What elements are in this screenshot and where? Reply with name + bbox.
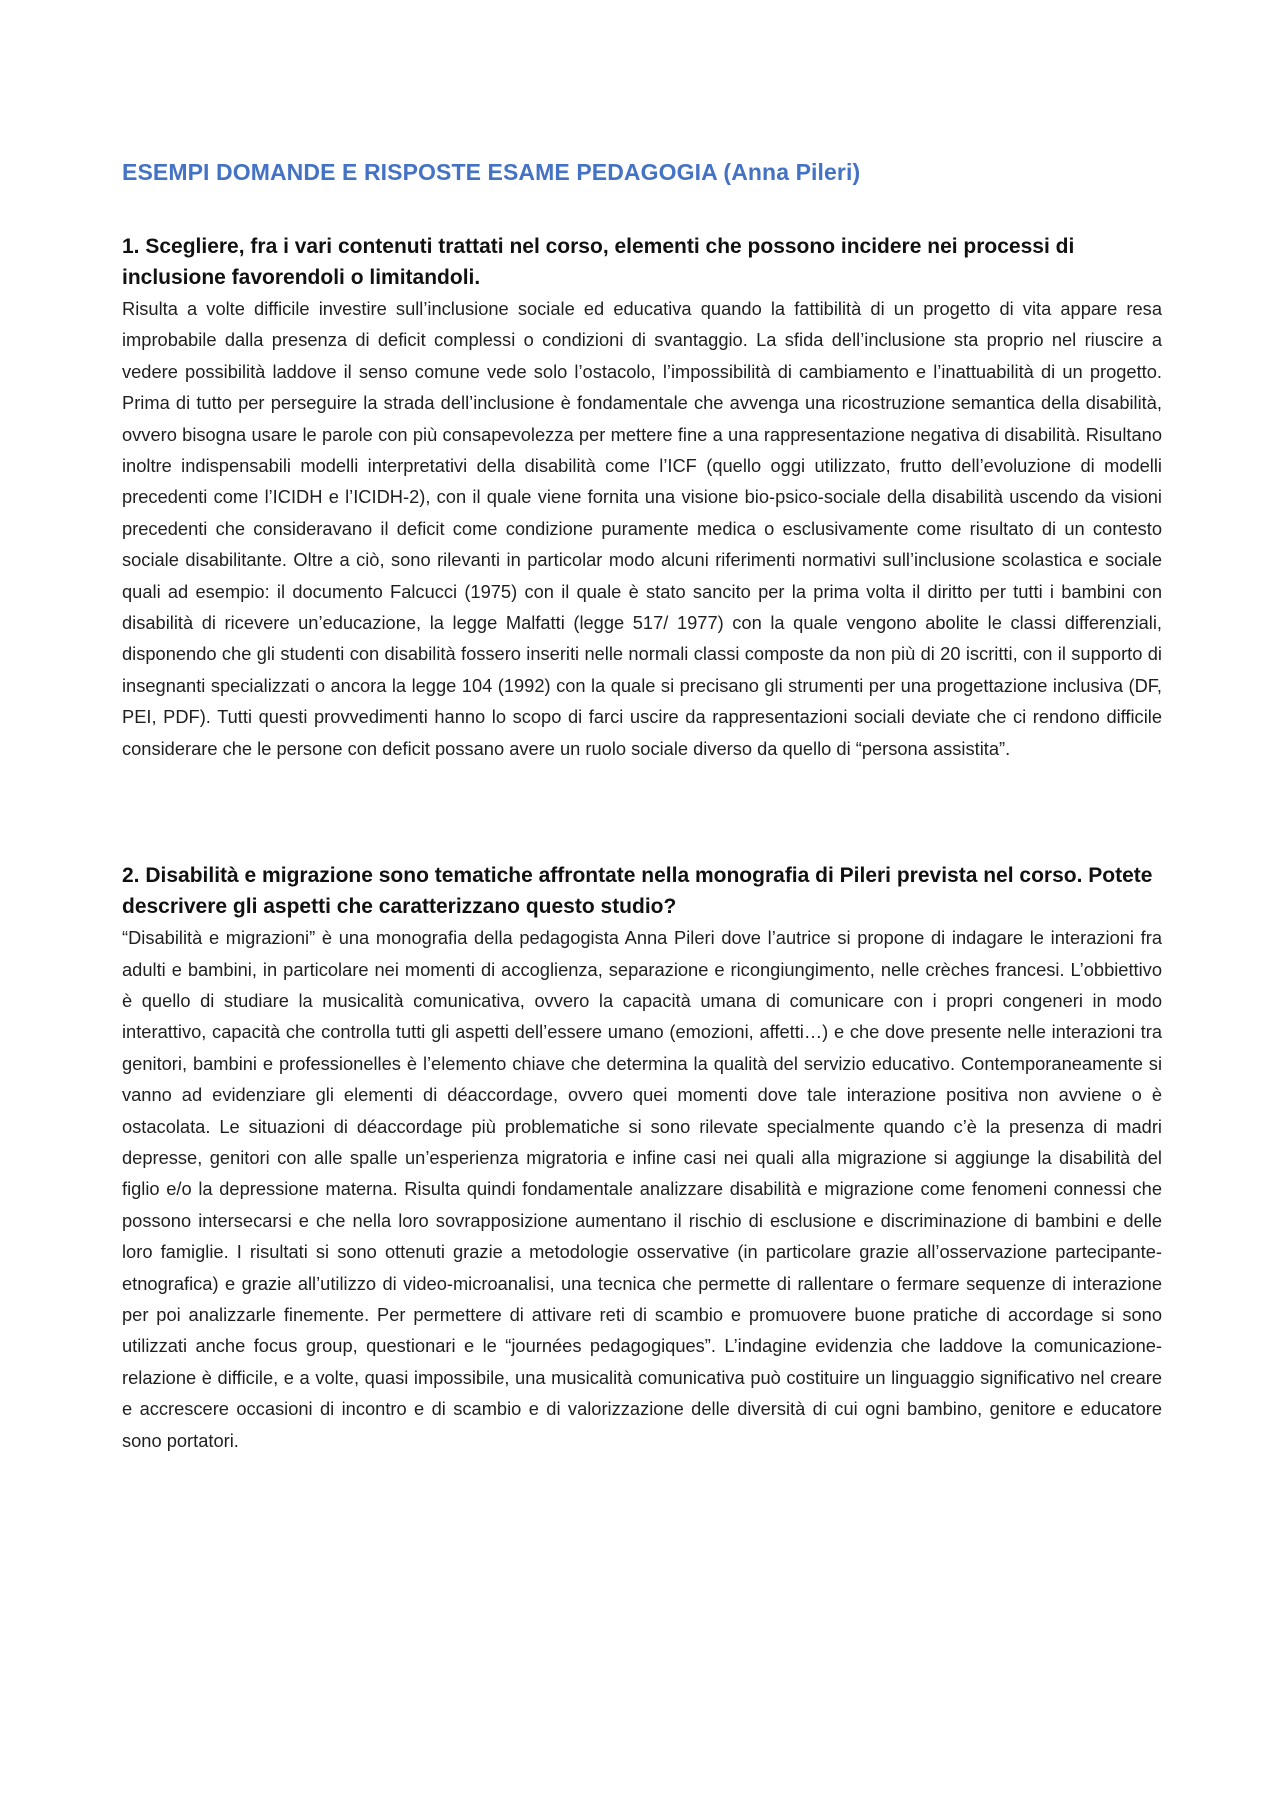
question-section-2 <box>122 860 1162 1456</box>
document-title: ESEMPI DOMANDE E RISPOSTE ESAME PEDAGOGIA (Anna Pileri) <box>122 159 861 185</box>
question-heading-2: 2. Disabilità e migrazione sono tematiche affrontate nella monografia di Pileri prevista nel corso. Potete descrivere gli aspetti che caratterizzano questo studio? <box>122 864 1153 919</box>
answer-paragraph-2: “Disabilità e migrazioni” è una monografia della pedagogista Anna Pileri dove l’autrice si propone di indagare le interazioni fra adulti e bambini, in particolare nei momenti di accoglienza, separazione e ricongiungimento, nelle crèches francesi. L’obbiettivo è quello di studiare la musicalità comunicativa, ovvero la capacità umana di comunicare con i propri congeneri in modo interattivo, capacità che controlla tutti gli aspetti dell’essere umano (emozioni, affetti…) e che dove presente nelle interazioni tra genitori, bambini e professionelles è l’elemento chiave che determina la qualità del servizio educativo. Contemporaneamente si vanno ad evidenziare gli elementi di déaccordage, ovvero quei momenti dove tale interazione positiva non avviene o è ostacolata. Le situazioni di déaccordage più problematiche si sono rilevate specialmente quando c’è la presenza di madri depresse, genitori con alle spalle un’esperienza migratoria e infine casi nei quali alla migrazione si aggiunge la disabilità del figlio e/o la depressione materna. Risulta quindi fondamentale analizzare disabilità e migrazione come fenomeni connessi che possono intersecarsi e che nella loro sovrapposizione aumentano il rischio di esclusione e discriminazione di bambini e delle loro famiglie. I risultati si sono ottenuti grazie a metodologie osservative (in particolare grazie all’osservazione partecipante-etnografica) e grazie all’utilizzo di video-microanalisi, una tecnica che permette di rallentare o fermare sequenze di interazione per poi analizzarle finemente. Per permettere di attivare reti di scambio e promuovere buone pratiche di accordage si sono utilizzati anche focus group, questionari e le “journées pedagogiques”. L’indagine evidenzia che laddove la comunicazione-relazione è difficile, e a volte, quasi impossibile, una musicalità comunicativa può costituire un linguaggio significativo nel creare e accrescere occasioni di incontro e di scambio e di valorizzazione delle diversità di cui ogni bambino, genitore e educatore sono portatori. <box>122 927 1162 1451</box>
question-section-1 <box>122 231 1162 764</box>
answer-paragraph-1: Risulta a volte difficile investire sull’inclusione sociale ed educativa quando la fattibilità di un progetto di vita appare resa improbabile dalla presenza di deficit complessi o condizioni di svantaggio. La sfida dell’inclusione sta proprio nel riuscire a vedere possibilità laddove il senso comune vede solo l’ostacolo, l’impossibilità di cambiamento e l’inattuabilità di un progetto. Prima di tutto per perseguire la strada dell’inclusione è fondamentale che avvenga una ricostruzione semantica della disabilità, ovvero bisogna usare le parole con più consapevolezza per mettere fine a una rappresentazione negativa di disabilità. Risultano inoltre indispensabili modelli interpretativi della disabilità come l’ICF (quello oggi utilizzato, frutto dell’evoluzione di modelli precedenti come l’ICIDH e l’ICIDH-2), con il quale viene fornita una visione bio-psico-sociale della disabilità uscendo da visioni precedenti che consideravano il deficit come condizione puramente medica o esclusivamente come risultato di un contesto sociale disabilitante. Oltre a ciò, sono rilevanti in particolar modo alcuni riferimenti normativi sull’inclusione scolastica e sociale quali ad esempio: il documento Falcucci (1975) con il quale è stato sancito per la prima volta il diritto per tutti i bambini con disabilità di ricevere un’educazione, la legge Malfatti (legge 517/ 1977) con la quale vengono abolite le classi differenziali, disponendo che gli studenti con disabilità fossero inseriti nelle normali classi composte da non più di 20 iscritti, con il supporto di insegnanti specializzati o ancora la legge 104 (1992) con la quale si precisano gli strumenti per una progettazione inclusiva (DF, PEI, PDF). Tutti questi provvedimenti hanno lo scopo di farci uscire da rappresentazioni sociali deviate che ci rendono difficile considerare che le persone con deficit possano avere un ruolo sociale diverso da quello di “persona assistita”. <box>122 298 1162 759</box>
question-heading-1: 1. Scegliere, fra i vari contenuti trattati nel corso, elementi che possono incidere nei processi di inclusione favorendoli o limitandoli. <box>122 235 1075 289</box>
